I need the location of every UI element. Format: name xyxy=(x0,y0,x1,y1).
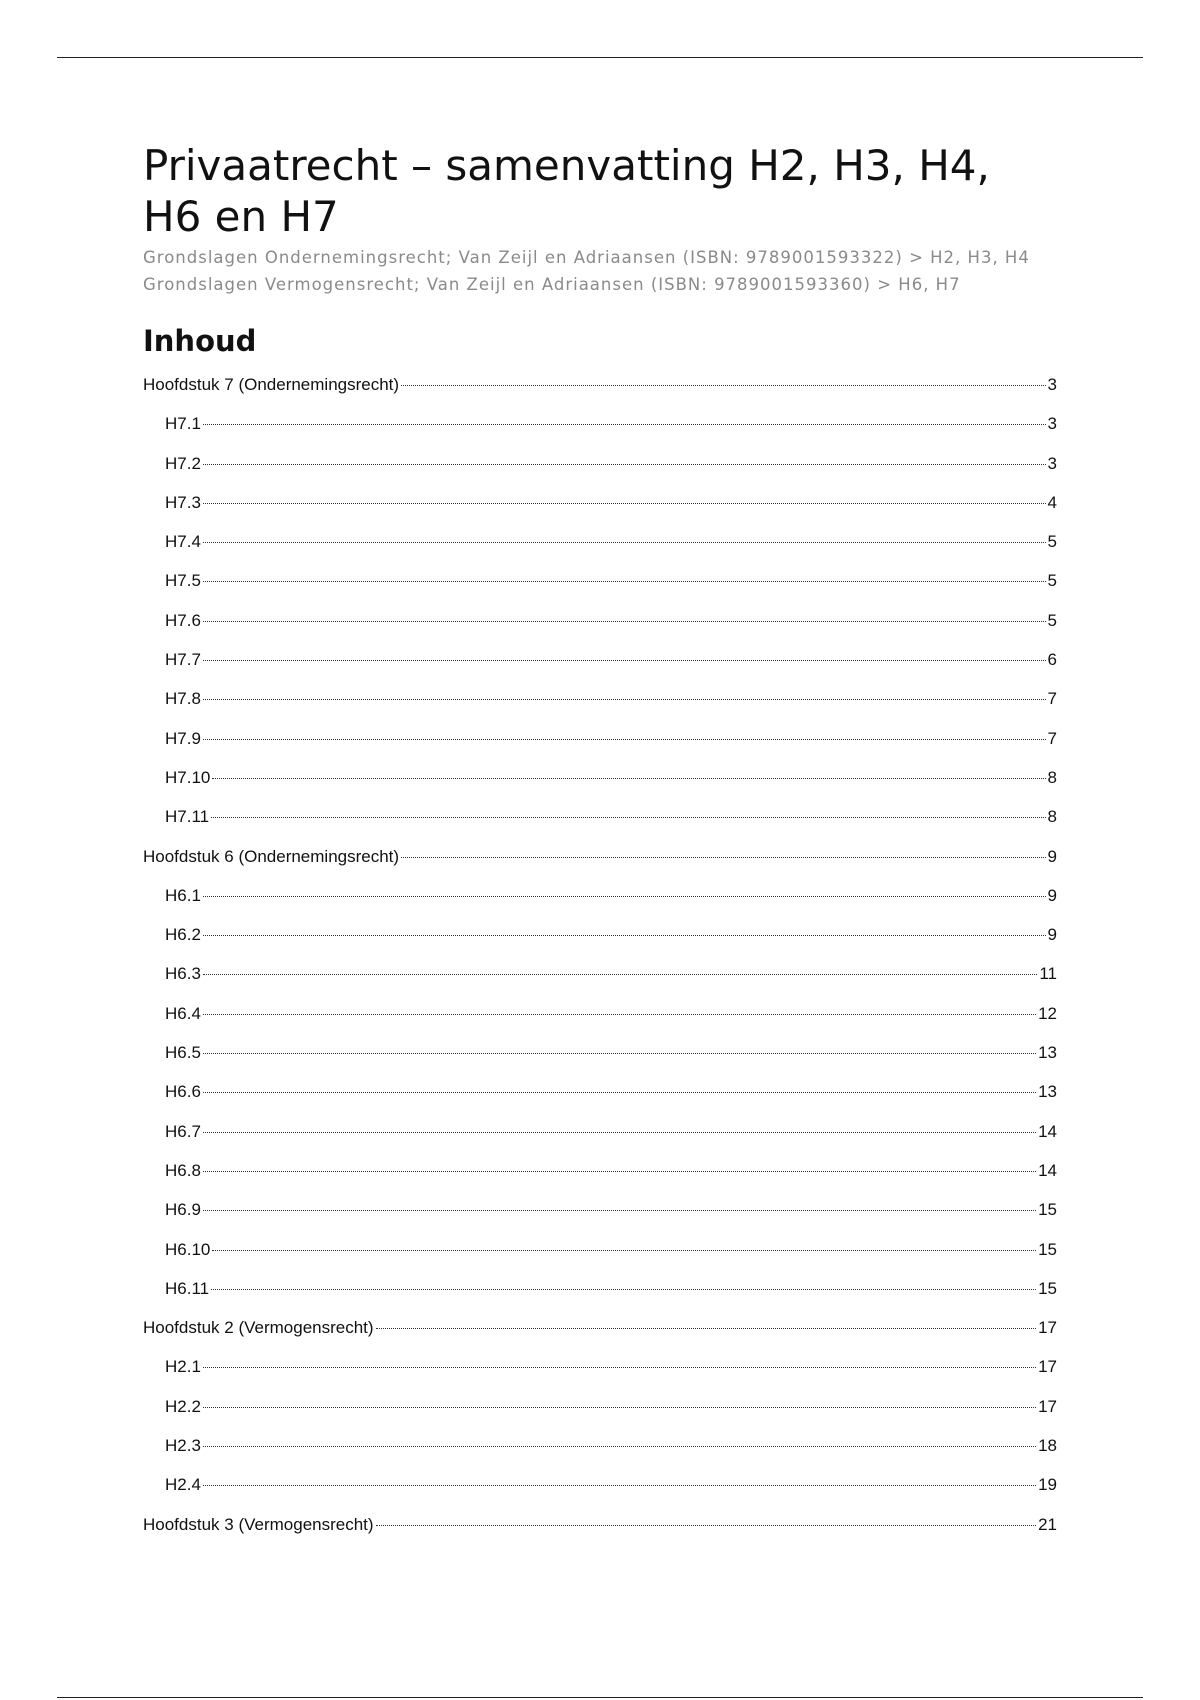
toc-entry-page: 7 xyxy=(1047,728,1057,748)
toc-entry[interactable] xyxy=(143,650,1057,689)
toc-entry-page: 7 xyxy=(1047,689,1057,709)
toc-entry-page: 3 xyxy=(1047,375,1057,394)
toc-entry[interactable] xyxy=(143,1397,1057,1436)
toc-dot-leader xyxy=(203,424,1046,425)
toc-entry-page: 17 xyxy=(1038,1396,1057,1416)
page-content xyxy=(143,140,1057,1554)
toc-entry-label: H6.7 xyxy=(165,1121,201,1141)
toc-entry[interactable] xyxy=(143,1279,1057,1318)
toc-entry-label: H2.3 xyxy=(165,1436,201,1456)
toc-entry-label: H2.1 xyxy=(165,1357,201,1377)
toc-dot-leader xyxy=(203,974,1037,975)
toc-entry-page: 3 xyxy=(1047,414,1057,434)
toc-entry[interactable] xyxy=(143,1122,1057,1161)
toc-entry[interactable] xyxy=(143,1357,1057,1396)
toc-dot-leader xyxy=(212,778,1045,779)
toc-entry[interactable] xyxy=(143,532,1057,571)
toc-entry[interactable] xyxy=(143,1475,1057,1514)
toc-dot-leader xyxy=(203,935,1046,936)
toc-entry[interactable] xyxy=(143,414,1057,453)
toc-entry[interactable] xyxy=(143,729,1057,768)
toc-entry-label: H2.2 xyxy=(165,1396,201,1416)
toc-entry[interactable] xyxy=(143,1004,1057,1043)
toc-entry[interactable] xyxy=(143,964,1057,1003)
toc-entry-label: H7.2 xyxy=(165,453,201,473)
toc-heading: Inhoud xyxy=(143,324,257,358)
toc-entry-page: 5 xyxy=(1047,610,1057,630)
toc-entry-page: 8 xyxy=(1047,767,1057,787)
toc-dot-leader xyxy=(376,1525,1037,1526)
toc-dot-leader xyxy=(203,1485,1036,1486)
subtitle-line: Grondslagen Ondernemingsrecht; Van Zeijl en Adriaansen (ISBN: 9789001593322) > H2, H3, H4 xyxy=(143,248,1030,267)
toc-entry-page: 5 xyxy=(1047,571,1057,591)
toc-entry-page: 13 xyxy=(1038,1043,1057,1063)
toc-entry-label: Hoofdstuk 7 (Ondernemingsrecht) xyxy=(143,375,400,394)
toc-dot-leader xyxy=(211,1289,1036,1290)
toc-entry-label: H7.9 xyxy=(165,728,201,748)
toc-entry[interactable] xyxy=(143,1318,1057,1357)
toc-dot-leader xyxy=(203,464,1046,465)
toc-entry-label: H7.4 xyxy=(165,532,201,552)
toc-entry-label: H7.8 xyxy=(165,689,201,709)
toc-entry-page: 14 xyxy=(1038,1160,1057,1180)
toc-dot-leader xyxy=(203,1053,1036,1054)
toc-dot-leader xyxy=(203,1171,1036,1172)
table-of-contents xyxy=(143,375,1057,1554)
toc-entry-label: H6.8 xyxy=(165,1160,201,1180)
toc-dot-leader xyxy=(203,660,1046,661)
toc-entry-page: 3 xyxy=(1047,453,1057,473)
toc-entry-page: 4 xyxy=(1047,492,1057,512)
toc-dot-leader xyxy=(203,503,1046,504)
toc-entry[interactable] xyxy=(143,1043,1057,1082)
toc-entry-page: 19 xyxy=(1038,1475,1057,1495)
toc-entry-label: Hoofdstuk 6 (Ondernemingsrecht) xyxy=(143,846,400,866)
toc-entry[interactable] xyxy=(143,375,1057,414)
toc-entry-label: H7.10 xyxy=(165,767,211,787)
toc-entry[interactable] xyxy=(143,454,1057,493)
toc-entry-label: H7.11 xyxy=(165,807,210,827)
toc-dot-leader xyxy=(203,1210,1036,1211)
toc-entry[interactable] xyxy=(143,768,1057,807)
toc-entry-page: 12 xyxy=(1038,1003,1057,1023)
toc-entry-label: H6.10 xyxy=(165,1239,211,1259)
toc-entry-page: 21 xyxy=(1038,1514,1057,1534)
toc-entry-label: H2.4 xyxy=(165,1475,201,1495)
toc-entry-page: 14 xyxy=(1038,1121,1057,1141)
toc-entry[interactable] xyxy=(143,925,1057,964)
toc-entry[interactable] xyxy=(143,1515,1057,1554)
toc-dot-leader xyxy=(203,699,1046,700)
toc-entry-label: Hoofdstuk 2 (Vermogensrecht) xyxy=(143,1318,374,1338)
toc-dot-leader xyxy=(211,817,1045,818)
toc-entry-page: 11 xyxy=(1039,964,1057,984)
toc-entry-label: H7.1 xyxy=(165,414,201,434)
toc-entry[interactable] xyxy=(143,807,1057,846)
header-rule xyxy=(57,57,1143,58)
footer-rule xyxy=(57,1697,1143,1698)
toc-dot-leader xyxy=(203,542,1046,543)
toc-entry-label: H6.6 xyxy=(165,1082,201,1102)
toc-entry-page: 15 xyxy=(1038,1200,1057,1220)
toc-dot-leader xyxy=(203,1092,1036,1093)
toc-entry-page: 9 xyxy=(1047,846,1057,866)
toc-dot-leader xyxy=(376,1328,1037,1329)
toc-entry-label: H6.3 xyxy=(165,964,201,984)
subtitle-line: Grondslagen Vermogensrecht; Van Zeijl en Adriaansen (ISBN: 9789001593360) > H6, H7 xyxy=(143,275,961,294)
toc-dot-leader xyxy=(203,896,1046,897)
toc-entry[interactable] xyxy=(143,493,1057,532)
toc-entry-label: H6.2 xyxy=(165,925,201,945)
toc-entry-page: 18 xyxy=(1038,1436,1057,1456)
toc-entry[interactable] xyxy=(143,886,1057,925)
toc-entry-label: H6.11 xyxy=(165,1278,210,1298)
toc-entry-page: 15 xyxy=(1038,1278,1057,1298)
toc-dot-leader xyxy=(203,1367,1036,1368)
toc-dot-leader xyxy=(203,1132,1036,1133)
toc-entry-page: 13 xyxy=(1038,1082,1057,1102)
toc-dot-leader xyxy=(203,1014,1036,1015)
toc-dot-leader xyxy=(401,385,1045,386)
toc-entry[interactable] xyxy=(143,571,1057,610)
toc-entry-label: H7.5 xyxy=(165,571,201,591)
toc-entry-page: 5 xyxy=(1047,532,1057,552)
toc-entry-label: H6.5 xyxy=(165,1043,201,1063)
toc-dot-leader xyxy=(203,581,1046,582)
toc-entry[interactable] xyxy=(143,689,1057,728)
toc-entry[interactable] xyxy=(143,1240,1057,1279)
document-title: Privaatrecht – samenvatting H2, H3, H4, H6 en H7 xyxy=(143,141,990,241)
document-subtitle xyxy=(143,244,1057,298)
toc-dot-leader xyxy=(203,739,1046,740)
toc-entry-page: 15 xyxy=(1038,1239,1057,1259)
toc-entry-label: H6.1 xyxy=(165,885,201,905)
toc-entry-label: H7.6 xyxy=(165,610,201,630)
toc-entry[interactable] xyxy=(143,1082,1057,1121)
toc-dot-leader xyxy=(401,857,1045,858)
toc-dot-leader xyxy=(203,621,1046,622)
toc-entry-label: H7.3 xyxy=(165,492,201,512)
toc-entry-label: Hoofdstuk 3 (Vermogensrecht) xyxy=(143,1514,374,1534)
toc-entry-label: H7.7 xyxy=(165,650,201,670)
toc-dot-leader xyxy=(203,1407,1036,1408)
toc-dot-leader xyxy=(203,1446,1036,1447)
toc-entry[interactable] xyxy=(143,847,1057,886)
toc-entry-page: 6 xyxy=(1047,650,1057,670)
toc-dot-leader xyxy=(212,1250,1036,1251)
toc-entry-page: 9 xyxy=(1047,925,1057,945)
toc-entry[interactable] xyxy=(143,1200,1057,1239)
toc-entry-label: H6.4 xyxy=(165,1003,201,1023)
toc-entry-page: 17 xyxy=(1038,1357,1057,1377)
toc-entry[interactable] xyxy=(143,1161,1057,1200)
toc-entry[interactable] xyxy=(143,1436,1057,1475)
toc-entry-page: 17 xyxy=(1038,1318,1057,1338)
toc-entry-page: 8 xyxy=(1047,807,1057,827)
toc-entry[interactable] xyxy=(143,611,1057,650)
toc-entry-page: 9 xyxy=(1047,885,1057,905)
toc-entry-label: H6.9 xyxy=(165,1200,201,1220)
